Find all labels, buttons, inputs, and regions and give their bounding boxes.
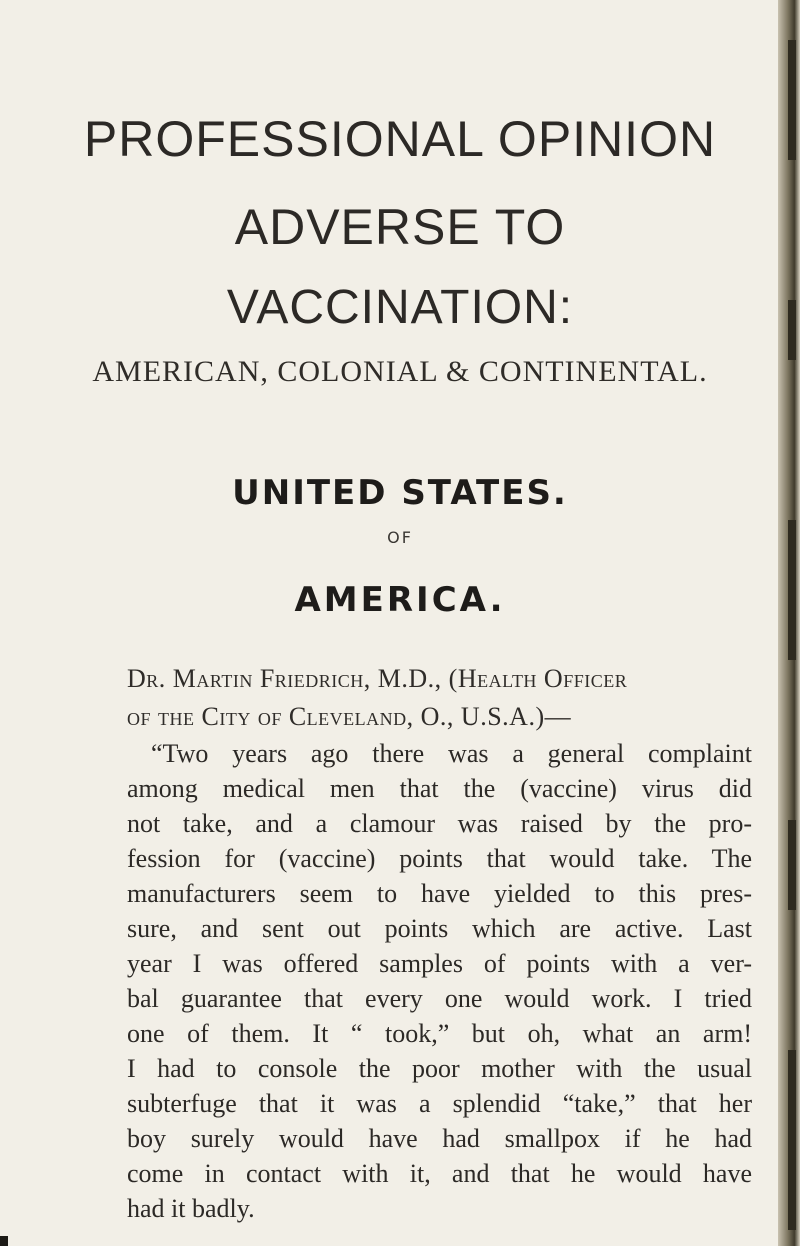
attribution-line: Dr. Martin Friedrich, M.D., (Health Officer [127, 664, 628, 693]
quote-line: had it badly. [127, 1194, 255, 1223]
attribution-line: of the City of Cleveland, O., U.S.A.)— [127, 702, 572, 731]
page-subtitle: AMERICAN, COLONIAL & CONTINENTAL. [92, 355, 708, 388]
section-heading-country: UNITED STATES. [232, 473, 568, 513]
quote-line: among medical men that the (vaccine) virus did [127, 774, 752, 803]
section-heading-country-2: AMERICA. [294, 580, 506, 620]
quote-line: boy surely would have had smallpox if he had [127, 1124, 752, 1153]
spine-mark [788, 1050, 796, 1230]
book-spine-edge [778, 0, 800, 1246]
scan-corner-mark [0, 1236, 8, 1246]
quote-line: not take, and a clamour was raised by the pro- [127, 809, 752, 838]
quote-body [127, 736, 752, 1226]
quote-line: manufacturers seem to have yielded to this pres- [127, 879, 752, 908]
page-title-line-2: ADVERSE TO [234, 199, 566, 255]
quote-line: year I was offered samples of points with a ver- [127, 949, 752, 978]
quote-line: “Two years ago there was a general complaint [151, 739, 752, 768]
spine-mark [788, 820, 796, 910]
quote-line: bal guarantee that every one would work. I tried [127, 984, 752, 1013]
page-title-line-1: PROFESSIONAL OPINION [83, 111, 717, 167]
quote-line: I had to console the poor mother with the usual [127, 1054, 752, 1083]
section-heading-connector: OF [387, 528, 413, 547]
quote-line: fession for (vaccine) points that would take. The [127, 844, 752, 873]
quote-line: subterfuge that it was a splendid “take,” that her [127, 1089, 752, 1118]
quote-attribution [127, 660, 752, 736]
page-title-line-3: VACCINATION: [226, 281, 574, 334]
quote-line: one of them. It “ took,” but oh, what an arm! [127, 1019, 752, 1048]
quote-line: come in contact with it, and that he would have [127, 1159, 752, 1188]
quote-line: sure, and sent out points which are active. Last [127, 914, 752, 943]
